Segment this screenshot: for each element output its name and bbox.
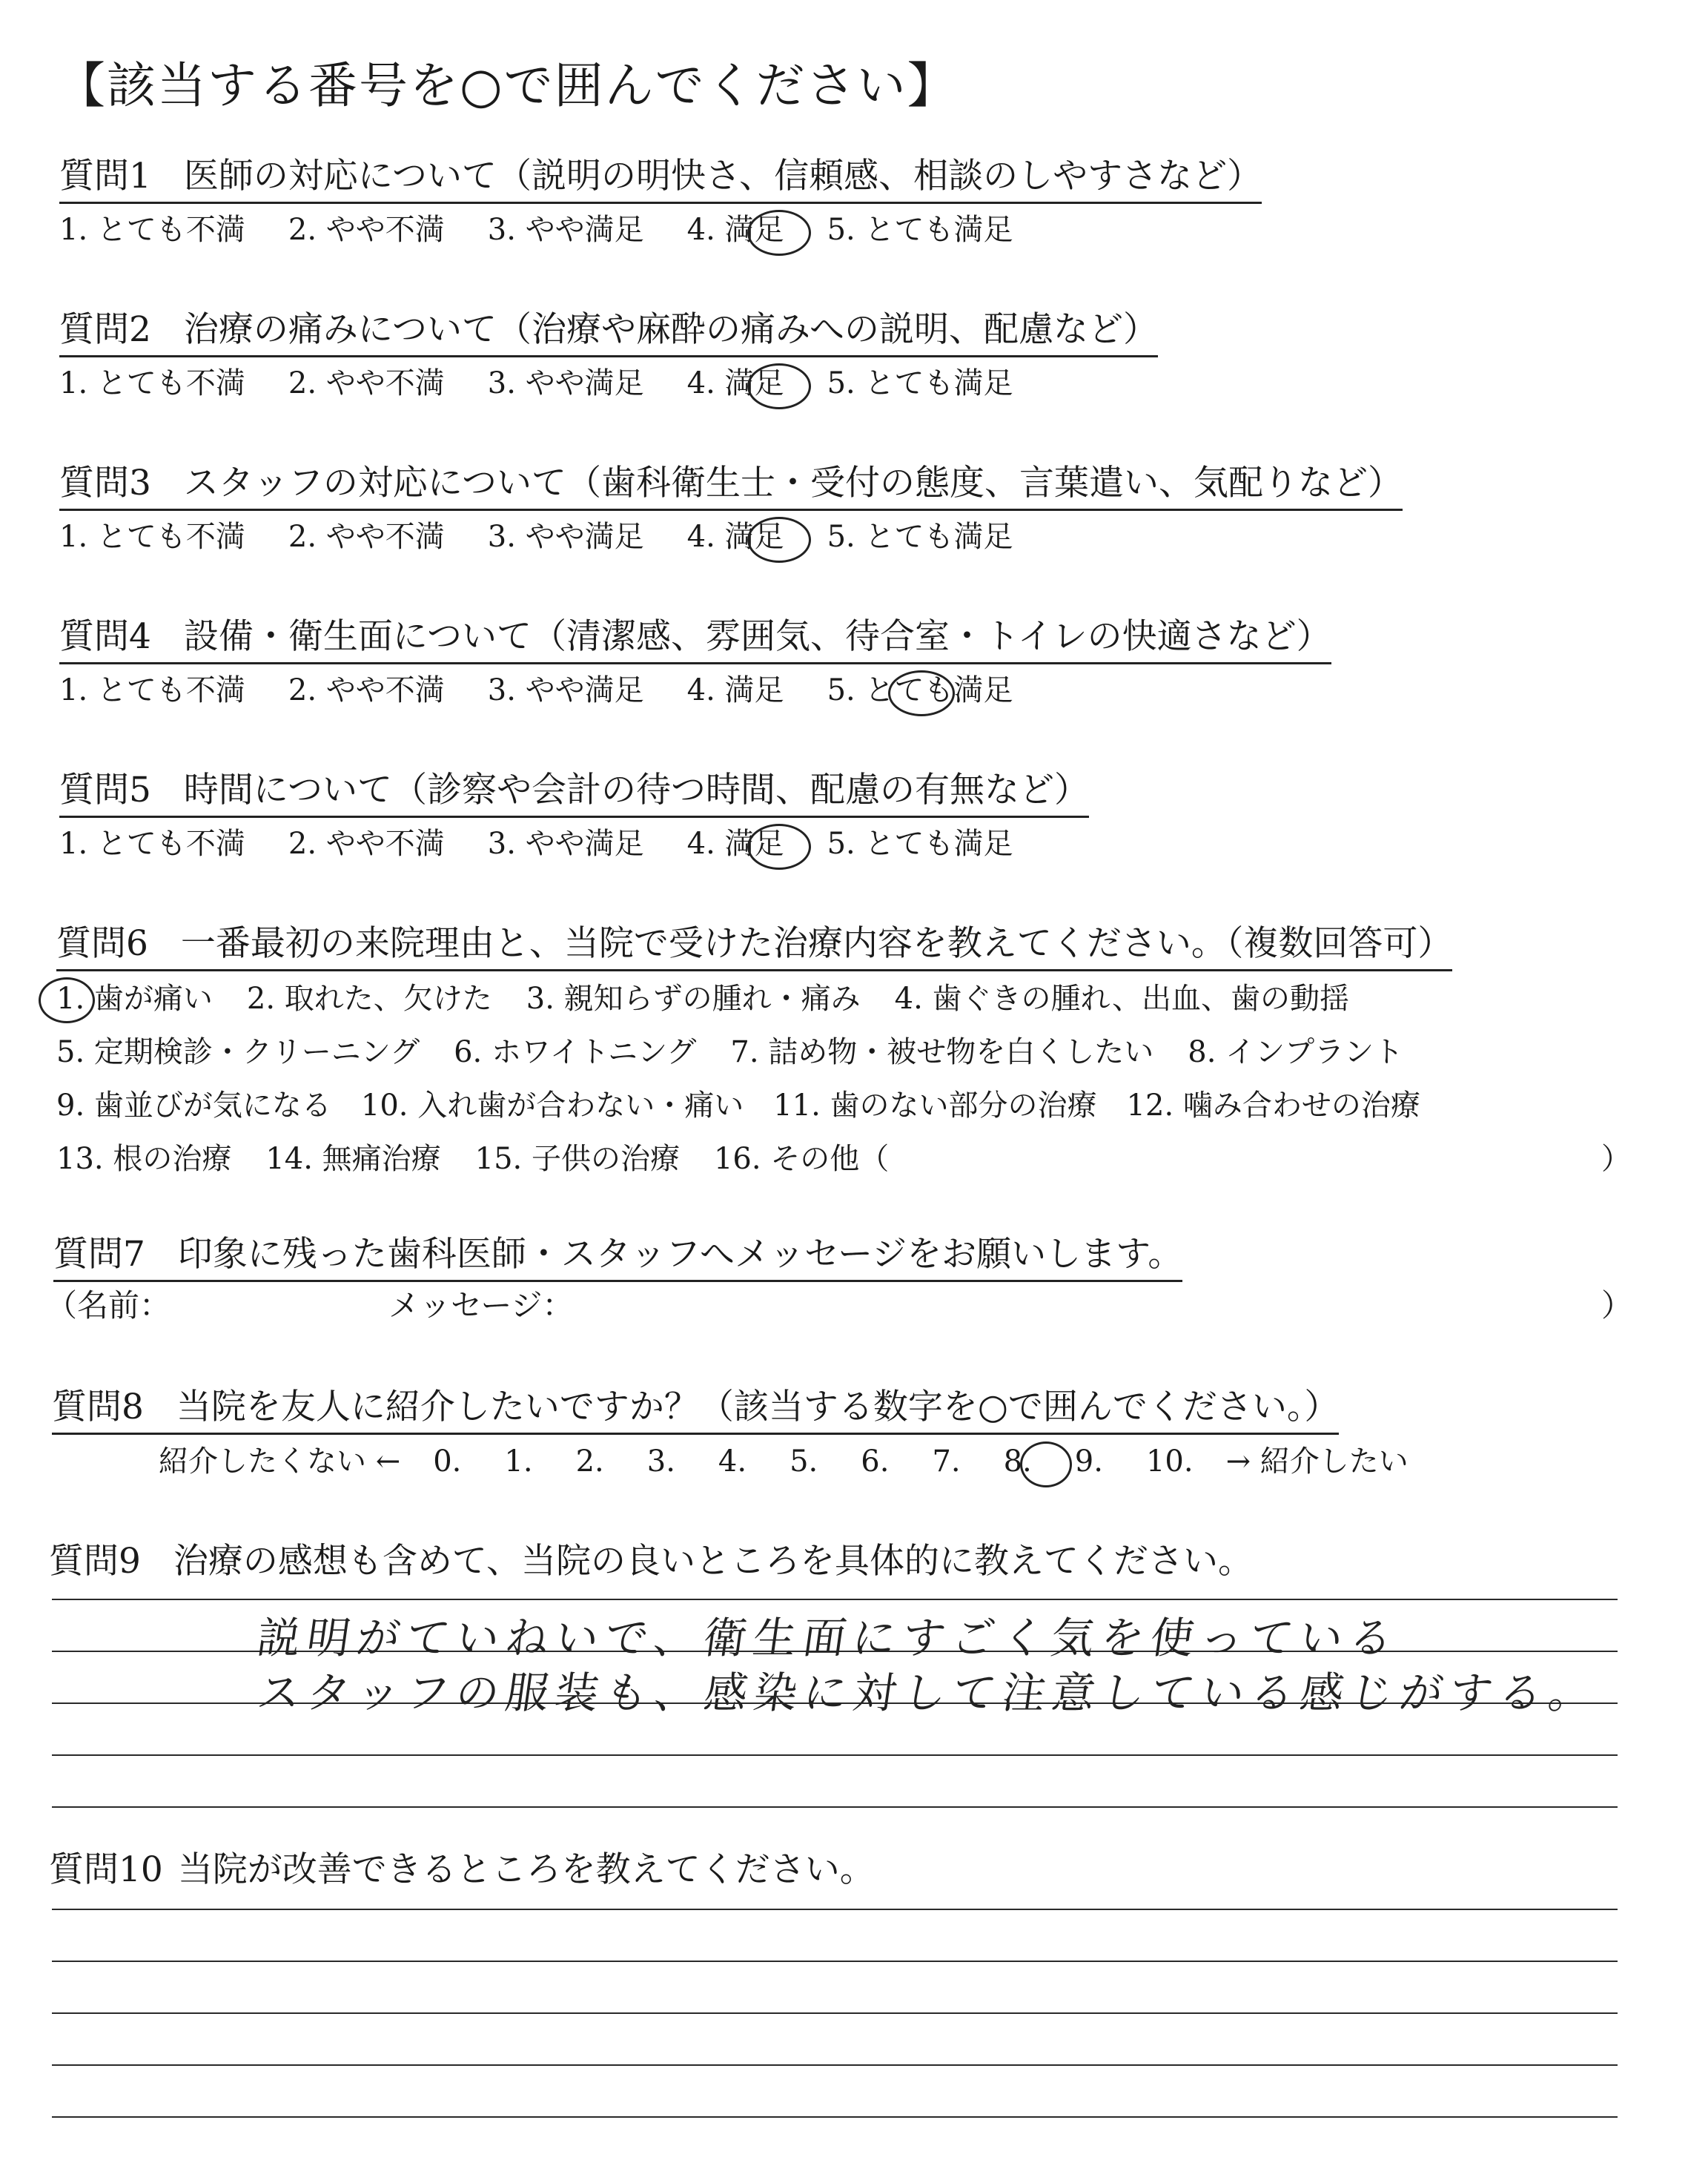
q10-answer-line-5[interactable] <box>52 2116 1618 2118</box>
q9-answer-line-4[interactable] <box>52 1754 1618 1756</box>
question-6-text: 一番最初の来院理由と、当院で受けた治療内容を教えてください。（複数回答可） <box>180 923 1453 964</box>
question-4-text: 設備・衛生面について（清潔感、雰囲気、待合室・トイレの快適さなど） <box>183 616 1331 657</box>
q6-option-12[interactable]: 12. 噛み合わせの治療 <box>1126 1089 1420 1123</box>
question-1-heading <box>59 154 1262 204</box>
question-8-text: 当院を友人に紹介したいですか？（該当する数字を○で囲んでください。） <box>176 1387 1340 1427</box>
q8-left-label: 紹介したくない ← <box>159 1444 401 1479</box>
question-3-number: 質問3 <box>59 463 151 503</box>
q6-option-8[interactable]: 8. インプラント <box>1188 1035 1404 1069</box>
q6-option-11[interactable]: 11. 歯のない部分の治療 <box>773 1089 1097 1123</box>
q7-name-label: （名前： <box>46 1287 171 1324</box>
q6-option-10[interactable]: 10. 入れ歯が合わない・痛い <box>360 1089 744 1123</box>
q6-row-1 <box>56 979 1349 1019</box>
q8-value-2[interactable]: 2. <box>575 1444 604 1479</box>
q6-answer-circle <box>39 977 95 1023</box>
q6-option-6[interactable]: 6. ホワイトニング <box>454 1035 697 1069</box>
q3-option-4[interactable]: 4. 満足 <box>686 520 784 554</box>
q6-option-9[interactable]: 9. 歯並びが気になる <box>56 1089 331 1123</box>
question-7-heading <box>53 1232 1182 1282</box>
q8-value-0[interactable]: 0. <box>433 1444 462 1479</box>
q1-option-1[interactable]: 1. とても不満 <box>59 213 245 247</box>
question-6-heading <box>56 922 1452 971</box>
q6-option-2[interactable]: 2. 取れた、欠けた <box>246 982 492 1016</box>
question-10-heading <box>49 1848 875 1892</box>
q5-option-3[interactable]: 3. やや満足 <box>487 827 644 861</box>
q8-scale <box>159 1441 1409 1482</box>
q3-option-5[interactable]: 5. とても満足 <box>827 520 1013 554</box>
q5-option-4[interactable]: 4. 満足 <box>686 827 784 861</box>
q8-value-1[interactable]: 1. <box>504 1444 533 1479</box>
q10-answer-line-2[interactable] <box>52 1961 1618 1962</box>
question-5-number: 質問5 <box>59 770 151 810</box>
q9-handwritten-answer-2: スタッフの服装も、感染に対して注意している感じがする。 <box>254 1668 1603 1718</box>
q6-option-1[interactable]: 1. 歯が痛い <box>56 982 213 1016</box>
question-3-text: スタッフの対応について（歯科衛生士・受付の態度、言葉遣い、気配りなど） <box>183 463 1403 503</box>
q1-option-3[interactable]: 3. やや満足 <box>487 213 644 247</box>
q5-option-5[interactable]: 5. とても満足 <box>827 827 1013 861</box>
q4-option-1[interactable]: 1. とても不満 <box>59 673 245 707</box>
q1-option-2[interactable]: 2. やや不満 <box>288 213 445 247</box>
q8-answer-circle <box>1020 1441 1072 1487</box>
q6-close-paren: ） <box>1601 1142 1631 1176</box>
q5-option-1[interactable]: 1. とても不満 <box>59 827 245 861</box>
question-9-heading <box>49 1539 1253 1584</box>
q9-answer-line-1[interactable] <box>52 1599 1618 1600</box>
question-2-number: 質問2 <box>59 309 151 350</box>
q2-option-4[interactable]: 4. 満足 <box>686 366 784 400</box>
q8-value-6[interactable]: 6. <box>861 1444 890 1479</box>
question-8-number: 質問8 <box>52 1387 144 1427</box>
q2-option-2[interactable]: 2. やや不満 <box>288 366 445 400</box>
q6-option-16[interactable]: 16. その他（ <box>713 1142 890 1176</box>
q2-option-5[interactable]: 5. とても満足 <box>827 366 1013 400</box>
q4-answer-circle <box>888 670 955 716</box>
q3-option-1[interactable]: 1. とても不満 <box>59 520 245 554</box>
q7-close-paren: ） <box>1601 1287 1633 1324</box>
q6-option-7[interactable]: 7. 詰め物・被せ物を白くしたい <box>730 1035 1154 1069</box>
q3-option-3[interactable]: 3. やや満足 <box>487 520 644 554</box>
q9-handwritten-answer-1: 説明がていねいで、衛生面にすごく気を使っている <box>254 1613 1403 1663</box>
question-2-options <box>59 363 1013 403</box>
question-4-options <box>59 670 1013 710</box>
q5-option-2[interactable]: 2. やや不満 <box>288 827 445 861</box>
question-5-options <box>59 824 1013 864</box>
question-1-number: 質問1 <box>59 156 151 196</box>
question-5-heading <box>59 768 1089 818</box>
q9-answer-line-5[interactable] <box>52 1806 1618 1808</box>
q8-value-8[interactable]: 8. <box>1003 1444 1032 1479</box>
q6-option-5[interactable]: 5. 定期検診・クリーニング <box>56 1035 420 1069</box>
q2-answer-circle <box>747 363 811 409</box>
q1-option-5[interactable]: 5. とても満足 <box>827 213 1013 247</box>
question-9-text: 治療の感想も含めて、当院の良いところを具体的に教えてください。 <box>173 1541 1253 1582</box>
q6-option-15[interactable]: 15. 子供の治療 <box>474 1142 680 1176</box>
q4-option-5[interactable]: 5. とても満足 <box>827 673 1013 707</box>
q4-option-3[interactable]: 3. やや満足 <box>487 673 644 707</box>
question-4-heading <box>59 615 1331 664</box>
q8-value-10[interactable]: 10. <box>1145 1444 1194 1479</box>
q3-option-2[interactable]: 2. やや不満 <box>288 520 445 554</box>
question-7-text: 印象に残った歯科医師・スタッフへメッセージをお願いします。 <box>177 1234 1183 1275</box>
q8-value-9[interactable]: 9. <box>1074 1444 1103 1479</box>
q8-value-3[interactable]: 3. <box>646 1444 675 1479</box>
q4-option-2[interactable]: 2. やや不満 <box>288 673 445 707</box>
q8-right-label: → 紹介したい <box>1225 1444 1409 1479</box>
q5-answer-circle <box>747 824 811 870</box>
q8-value-4[interactable]: 4. <box>718 1444 747 1479</box>
q7-message-label: メッセージ： <box>388 1287 574 1324</box>
q6-option-13[interactable]: 13. 根の治療 <box>56 1142 232 1176</box>
page-title: 【該当する番号を○で囲んでください】 <box>56 57 958 114</box>
q2-option-1[interactable]: 1. とても不満 <box>59 366 245 400</box>
q6-option-3[interactable]: 3. 親知らずの腫れ・痛み <box>526 982 861 1016</box>
q6-row-3 <box>56 1086 1420 1126</box>
q6-option-14[interactable]: 14. 無痛治療 <box>265 1142 441 1176</box>
question-7-number: 質問7 <box>53 1234 145 1275</box>
question-1-text: 医師の対応について（説明の明快さ、信頼感、相談のしやすさなど） <box>183 156 1262 196</box>
question-9-number: 質問9 <box>49 1541 141 1582</box>
question-10-text: 当院が改善できるところを教えてください。 <box>177 1849 875 1890</box>
q10-answer-line-3[interactable] <box>52 2012 1618 2014</box>
q6-option-4[interactable]: 4. 歯ぐきの腫れ、出血、歯の動揺 <box>894 982 1349 1016</box>
q8-value-5[interactable]: 5. <box>790 1444 818 1479</box>
question-1-options <box>59 210 1013 250</box>
question-5-text: 時間について（診察や会計の待つ時間、配慮の有無など） <box>183 770 1089 810</box>
q1-answer-circle <box>747 210 811 256</box>
question-8-heading <box>52 1385 1339 1435</box>
q8-value-7[interactable]: 7. <box>932 1444 961 1479</box>
question-2-text: 治療の痛みについて（治療や麻酔の痛みへの説明、配慮など） <box>183 309 1159 350</box>
q2-option-3[interactable]: 3. やや満足 <box>487 366 644 400</box>
question-3-heading <box>59 461 1403 511</box>
question-3-options <box>59 517 1013 557</box>
q6-row-2 <box>56 1032 1403 1072</box>
q3-answer-circle <box>747 517 811 563</box>
question-2-heading <box>59 308 1158 357</box>
q10-answer-line-1[interactable] <box>52 1909 1618 1910</box>
question-10-number: 質問10 <box>49 1849 163 1890</box>
q1-option-4[interactable]: 4. 満足 <box>686 213 784 247</box>
q10-answer-line-4[interactable] <box>52 2064 1618 2066</box>
question-6-number: 質問6 <box>56 923 148 964</box>
q6-row-4 <box>56 1139 889 1179</box>
q4-option-4[interactable]: 4. 満足 <box>686 673 784 707</box>
question-4-number: 質問4 <box>59 616 151 657</box>
